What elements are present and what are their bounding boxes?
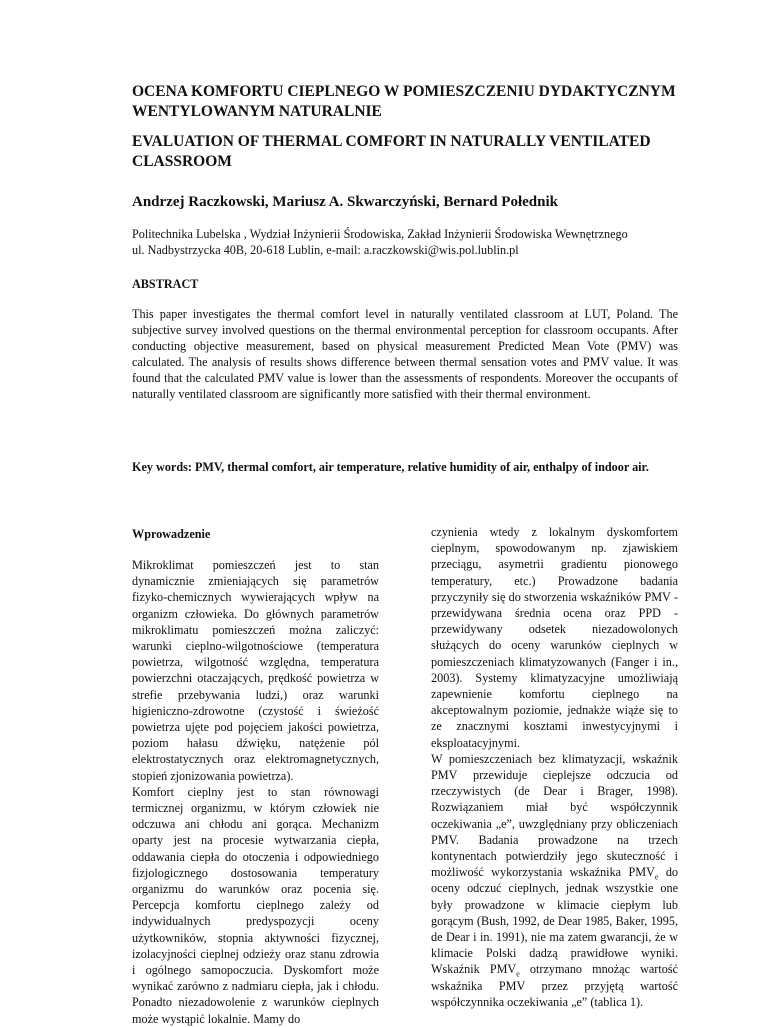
title-polish: OCENA KOMFORTU CIEPLNEGO W POMIESZCZENIU DYDAKTYCZNYM WENTYLOWANYM NATURALNIE (132, 83, 676, 120)
right-column (431, 524, 678, 1010)
affiliation (132, 226, 712, 258)
left-column (132, 557, 379, 1027)
title-english: EVALUATION OF THERMAL COMFORT IN NATURALLY VENTILATED CLASSROOM (132, 133, 651, 170)
right-paragraph-2-part-c: otrzymano mnożąc wartość wskaźnika PMV przez przyjętą wartość współczynnika oczekiwania „e” (tablica 1). (431, 962, 678, 1009)
right-paragraph-2-part-a: W pomieszczeniach bez klimatyzacji, wskaźnik PMV przewiduje cieplejsze odczucia od rzeczywistych (de Dear i Brager, 1998). Rozwiązaniem miał być współczynnik oczekiwania „e”, uwzględniany przy obliczeniach PMV. Badania prowadzone na trzech kontynentach potwierdziły jego skuteczność i możliwość wykorzystania wskaźnika PMV (431, 751, 678, 880)
abstract-heading: ABSTRACT (132, 277, 199, 291)
keywords: Key words: PMV, thermal comfort, air temperature, relative humidity of air, enthalpy of indoor air. (132, 460, 649, 474)
right-paragraph-1: czynienia wtedy z lokalnym dyskomfortem cieplnym, spowodowanym np. zjawiskiem przeciągu, asymetrii gradientu pionowego temperatury, etc.) Prowadzone badania przyczyniły się do stworzenia wskaźników PMV - przewidywana średnia ocena oraz PPD - przewidywany odsetek niezadowolonych służących do oceny warunków cieplnych w pomieszczeniach klimatyzowanych (Fanger i in., 2003). Systemy klimatyzacyjne umożliwiają zapewnienie komfortu cieplnego na akceptowalnym poziomie, jednakże wiąże się to ze znacznymi kosztami inwestycyjnymi i eksploatacyjnymi. (431, 525, 678, 750)
affiliation-line-2: ul. Nadbystrzycka 40B, 20-618 Lublin, e-mail: a.raczkowski@wis.pol.lublin.pl (132, 243, 519, 257)
affiliation-line-1: Politechnika Lubelska , Wydział Inżynierii Środowiska, Zakład Inżynierii Środowiska Wewnętrznego (132, 227, 628, 241)
right-paragraph-2-part-b: do oceny odczuć cieplnych, jednak wszystkie one były prowadzone w klimacie ciepłym lub gorącym (Bush, 1992, de Dear 1985, Baker, 1995, de Dear i in. 1991), nie ma zatem gwarancji, że w klimacie Polski dadzą prawidłowe wyniki. Wskaźnik PMV (431, 865, 679, 977)
left-paragraph-1: Mikroklimat pomieszczeń jest to stan dynamicznie zmieniających się parametrów fizyko-chemicznych wywierających wpływ na organizm człowieka. Do głównych parametrów mikroklimatu pomieszczeń można zaliczyć: warunki cieplno-wilgotnościowe (temperatura powietrza, wilgotność względna, temperatura powierzchni otaczających, prędkość powietrza w strefie przebywania ludzi,) oraz warunki higieniczno-zdrowotne (czystość i świeżość powietrza ujęte pod pojęciem jakości powietrza, poziom hałasu dźwięku, natężenie pól elektrostatycznych oraz elektromagnetycznych, stopień zjonizowania powietrza). (132, 558, 379, 783)
right-paragraph-2 (431, 751, 678, 1010)
pmv-subscript-1: e (654, 872, 659, 882)
left-paragraph-2: Komfort cieplny jest to stan równowagi termicznej organizmu, w którym człowiek nie odczuwa ani chłodu ani gorąca. Mechanizm oparty jest na procesie wytwarzania ciepła, oddawania ciepła do otoczenia i odpowiedniego fizjologicznego dostosowania temperatury organizmu do warunków oraz pocenia się. Percepcja komfortu cieplnego zależy od indywidualnych predyspozycji oceny użytkowników, stopnia aktywności fizycznej, izolacyjności cieplnej odzieży oraz stanu zdrowia i ogólnego samopoczucia. Dyskomfort może wynikać zarówno z nadmiaru ciepła, jak i chłodu. Ponadto niezadowolenie z warunków cieplnych może wystąpić lokalnie. Mamy do (132, 784, 379, 1026)
abstract-text: This paper investigates the thermal comfort level in naturally ventilated classroom at LUT, Poland. The subjective survey involved questions on the thermal environmental perception for classroom occupants. After conducting objective measurement, based on physical measurement Predicted Mean Vote (PMV) was calculated. The analysis of results shows difference between thermal sensation votes and PMV value. It was found that the calculated PMV value is lower than the assessments of respondents. Moreover the occupants of naturally ventilated classroom are significantly more satisfied with their thermal environment. (132, 307, 678, 401)
pmv-subscript-2: e (516, 969, 520, 979)
authors: Andrzej Raczkowski, Mariusz A. Skwarczyński, Bernard Połednik (132, 194, 558, 210)
section-heading-introduction: Wprowadzenie (132, 527, 211, 541)
